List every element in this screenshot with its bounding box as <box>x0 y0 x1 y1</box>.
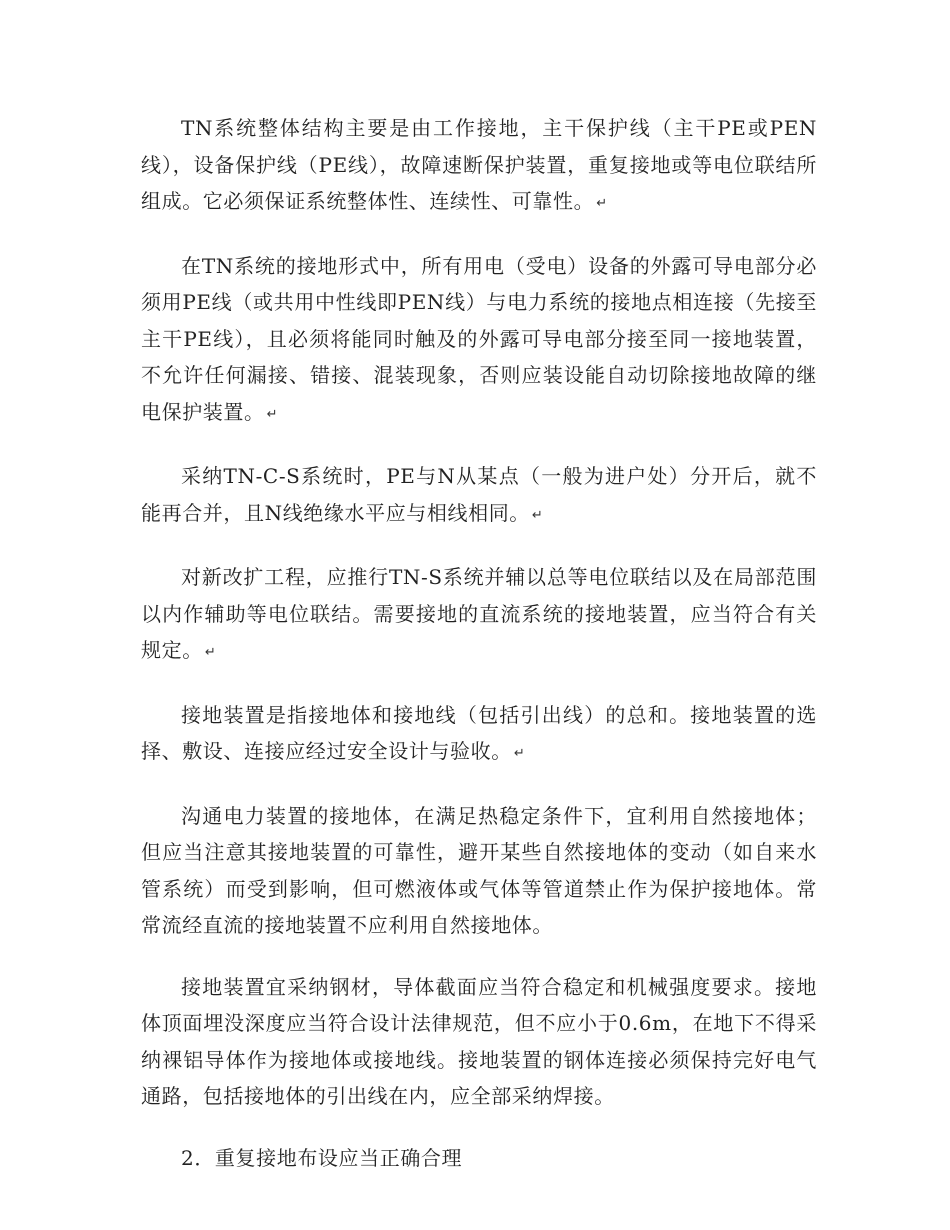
section-heading: 2．重复接地布设应当正确合理 <box>181 1145 463 1170</box>
paragraph-text: TN系统整体结构主要是由工作接地，主干保护线（主干PE或PEN线），设备保护线（PE线），故障速断保护装置，重复接地或等电位联结所组成。它必须保证系统整体性、连续性、可靠性。 <box>141 116 817 213</box>
paragraph-text: 沟通电力装置的接地体，在满足热稳定条件下，宜利用自然接地体；但应当注意其接地装置的可靠性，避开某些自然接地体的变动（如自来水管系统）而受到影响，但可燃液体或气体等管道禁止作为保护接地体。常常流经直流的接地装置不应利用自然接地体。 <box>141 803 817 937</box>
paragraph-text: 采纳TN-C-S系统时，PE与N从某点（一般为进户处）分开后，就不能再合并，且N线绝缘水平应与相线相同。 <box>141 464 817 525</box>
paragraph-text: 对新改扩工程，应推行TN-S系统并辅以总等电位联结以及在局部范围以内作辅助等电位联结。需要接地的直流系统的接地装置，应当符合有关规定。 <box>141 565 817 662</box>
paragraph-6 <box>141 798 817 944</box>
paragraph-text: 在TN系统的接地形式中，所有用电（受电）设备的外露可导电部分必须用PE线（或共用中性线即PEN线）与电力系统的接地点相连接（先接至主干PE线），且必须将能同时触及的外露可导电部分接至同一接地装置，不允许任何漏接、错接、混装现象，否则应装设能自动切除接地故障的继电保护装置。 <box>141 253 817 424</box>
paragraph-text: 接地装置宜采纳钢材，导体截面应当符合稳定和机械强度要求。接地体顶面埋没深度应当符合设计法律规范，但不应小于0.6m，在地下不得采纳裸铝导体作为接地体或接地线。接地装置的钢体连接必须保持完好电气通路，包括接地体的引出线在内，应全部采纳焊接。 <box>141 974 817 1108</box>
paragraph-mark-icon: ↵ <box>513 746 525 761</box>
paragraph-mark-icon: ↵ <box>531 507 543 523</box>
paragraph-text: 接地装置是指接地体和接地线（包括引出线）的总和。接地装置的选择、敷设、连接应经过安全设计与验收。 <box>141 702 817 763</box>
paragraph-mark-icon: ↵ <box>204 645 216 660</box>
paragraph-2 <box>141 248 817 434</box>
paragraph-mark-icon: ↵ <box>266 406 278 422</box>
paragraph-3 <box>141 458 817 534</box>
document-body <box>141 110 817 1176</box>
paragraph-7 <box>141 969 817 1115</box>
paragraph-1 <box>141 110 817 223</box>
paragraph-4 <box>141 559 817 672</box>
paragraph-mark-icon: ↵ <box>596 196 608 211</box>
paragraph-5 <box>141 697 817 773</box>
